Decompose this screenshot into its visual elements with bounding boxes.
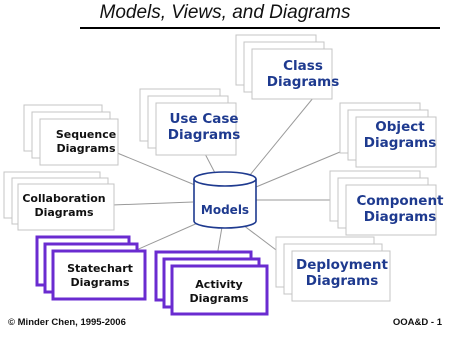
copyright-footer: © Minder Chen, 1995-2006 [8,317,126,328]
use-case-diagrams-stack [140,89,240,155]
page-title: Models, Views, and Diagrams [99,2,351,23]
sequence-diagrams-label-2: Diagrams [56,142,116,155]
line-to-object [256,152,340,187]
sequence-diagrams-stack [24,105,118,165]
class-diagrams-label-1: Class [283,58,323,74]
collaboration-diagrams-label-2: Diagrams [34,206,94,219]
models-cylinder [194,172,256,228]
object-diagrams-label-2: Diagrams [363,135,437,151]
use-case-diagrams-label-2: Diagrams [167,127,241,143]
collaboration-diagrams-stack [4,172,114,230]
class-diagrams-label-2: Diagrams [266,74,340,90]
models-label: Models [200,203,250,217]
activity-diagrams-label-1: Activity [195,278,243,291]
slide-number: OOA&D - 1 [392,317,442,328]
line-to-class [250,92,318,175]
activity-diagrams-stack [156,252,267,314]
object-diagrams-stack [340,103,436,167]
component-diagrams-stack [330,171,444,235]
deployment-diagrams-stack [276,237,390,301]
collaboration-diagrams-label-1: Collaboration [22,192,106,205]
sequence-diagrams-label-1: Sequence [55,128,117,141]
object-diagrams-label-1: Object [375,119,425,135]
statechart-diagrams-stack [37,237,145,299]
activity-diagrams-label-2: Diagrams [189,292,249,305]
component-diagrams-label-2: Diagrams [363,209,437,225]
deployment-diagrams-label-2: Diagrams [305,273,379,289]
use-case-diagrams-label-1: Use Case [169,111,239,127]
line-to-collaboration [112,202,193,205]
component-diagrams-label-1: Component [356,193,444,209]
deployment-diagrams-label-1: Deployment [295,257,389,273]
statechart-diagrams-label-2: Diagrams [70,276,130,289]
statechart-diagrams-label-1: Statechart [67,262,133,275]
class-diagrams-stack [236,35,339,99]
